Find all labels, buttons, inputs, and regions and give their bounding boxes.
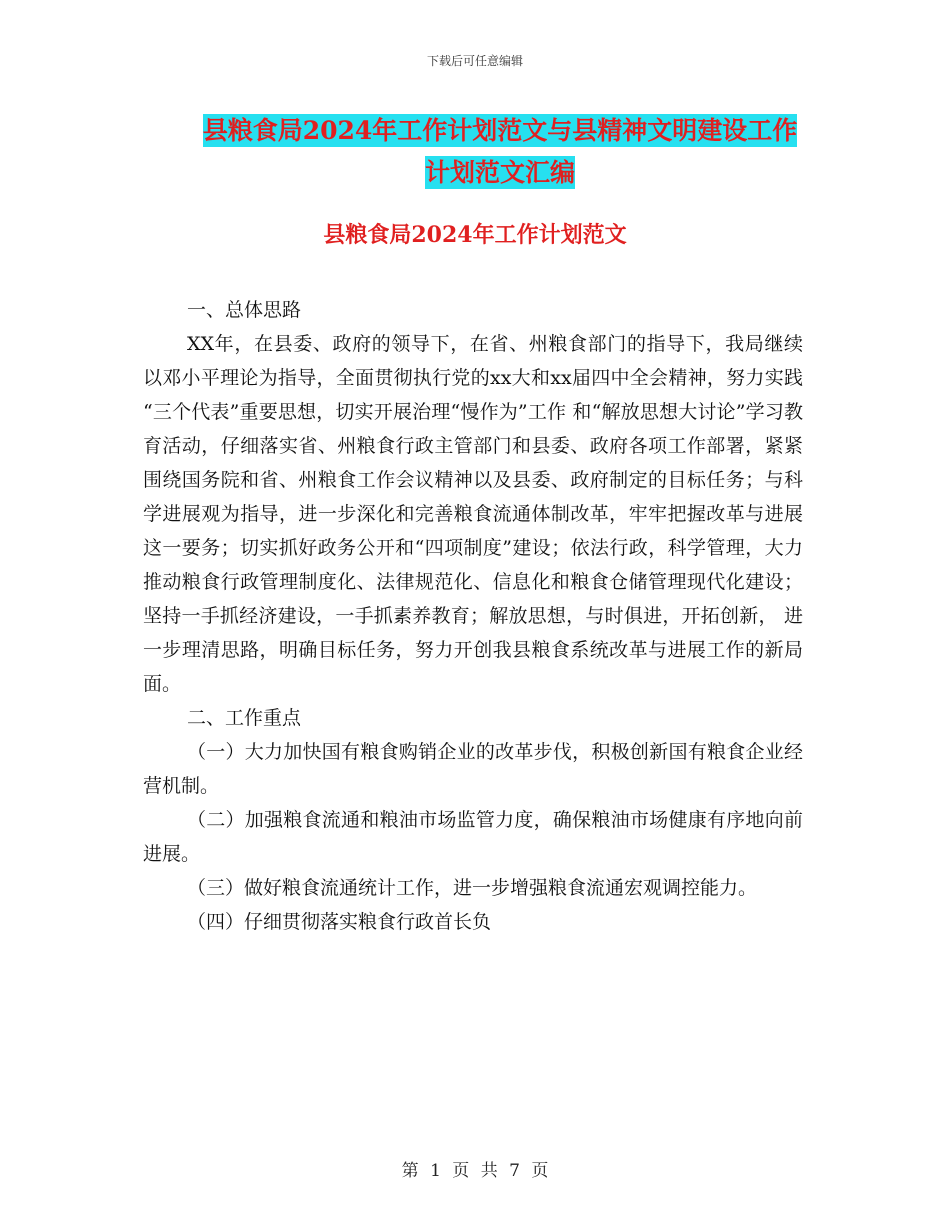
page-header-note: 下载后可任意编辑 xyxy=(426,54,523,68)
heading-overall-approach: 一、总体思路 xyxy=(187,299,302,321)
heading-work-priorities: 二、工作重点 xyxy=(187,707,302,729)
section-title: 县粮食局2024年工作计划范文 xyxy=(323,222,627,248)
document-title-line-2: 计划范文汇编 xyxy=(424,158,575,187)
priority-item-1: （一）大力加快国有粮食购销企业的改革步伐，积极创新国有粮食企业经营机制。 xyxy=(143,741,803,797)
priority-item-2: （二）加强粮食流通和粮油市场监管力度，确保粮油市场健康有序地向前进展。 xyxy=(143,809,803,865)
priority-item-4: （四）仔细贯彻落实粮食行政首长负 xyxy=(187,911,492,933)
document-title xyxy=(130,110,870,194)
paragraph-overall-approach: XX年，在县委、政府的领导下，在省、州粮食部门的指导下，我局继续以邓小平理论为指导，全面贯彻执行党的xx大和xx届四中全会精神，努力实践 “三个代表”重要思想，切实开展治理“慢作为”工作 和“解放思想大讨论”学习教育活动，仔细落实省、州粮食行政主管部门和县委、政府各项工作部署，紧紧围绕国务院和省、州粮食工作会议精神以及县委、政府制定的目标任务；与科学进展观为指导，进一步深化和完善粮食流通体制改革，牢牢把握改革与进展这一要务；切实抓好政务公开和“四项制度”建设；依法行政，科学管理，大力推动粮食行政管理制度化、法律规范化、信息化和粮食仓储管理现代化建设；坚持一手抓经济建设，一手抓素养教育；解放思想，与时俱进，开拓创新， 进一步理清思路，明确目标任务，努力开创我县粮食系统改革与进展工作的新局面。 xyxy=(143,333,803,695)
document-title-line-1: 县粮食局2024年工作计划范文与县精神文明建设工作 xyxy=(202,116,798,145)
document-body xyxy=(143,293,803,939)
page-number-footer: 第 1 页 共 7 页 xyxy=(401,1161,549,1181)
priority-item-3: （三）做好粮食流通统计工作，进一步增强粮食流通宏观调控能力。 xyxy=(187,877,758,899)
